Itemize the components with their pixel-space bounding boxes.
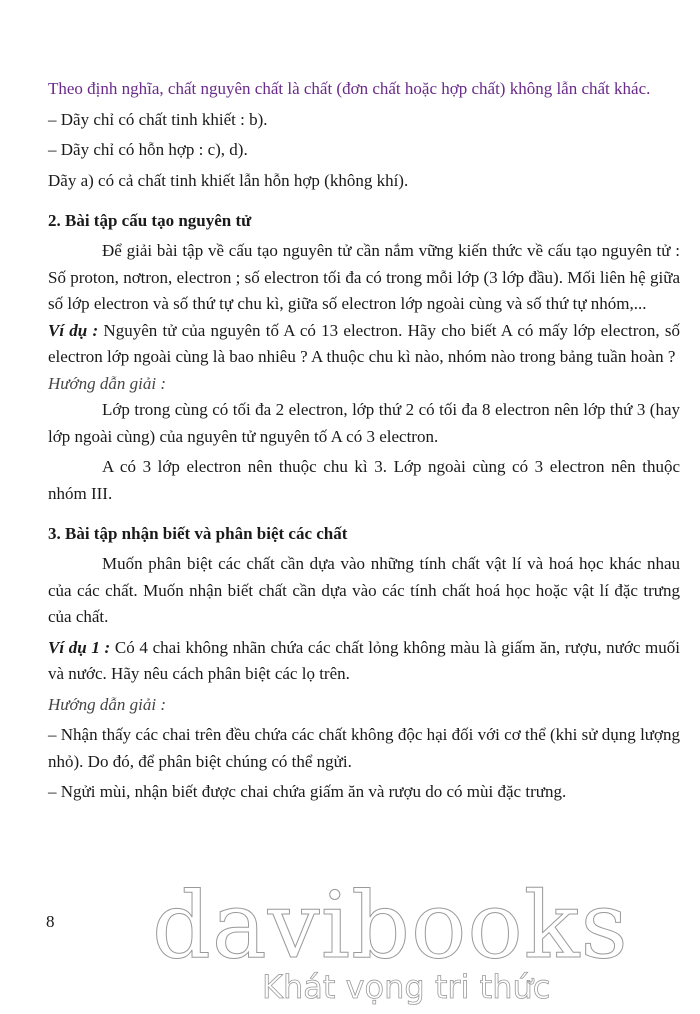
example-text: Có 4 chai không nhãn chứa các chất lỏng không màu là giấm ăn, rượu, nước muối và nước. Hãy nêu cách phân biệt các lọ trên. (48, 637, 680, 683)
section-3-heading: 3. Bài tập nhận biết và phân biệt các chất (48, 524, 348, 543)
section-2-paragraph: Để giải bài tập về cấu tạo nguyên tử cần nắm vững kiến thức về cấu tạo nguyên tử : Số proton, nơtron, electron ; số electron tối đa có trong mỗi lớp (3 lớp đầu). Mối liên hệ giữa số lớp electron và số thứ tự chu kì, giữa số electron lớp ngoài cùng và số thứ tự nhóm,... (48, 241, 680, 313)
section-2-answer-2: A có 3 lớp electron nên thuộc chu kì 3. Lớp ngoài cùng có 3 electron nên thuộc nhóm III. (48, 457, 680, 503)
page-number: 8 (46, 912, 55, 931)
section-3-guide-label: Hướng dẫn giải : (48, 694, 166, 714)
watermark-brand: davibooks (152, 872, 629, 979)
section-3-answer-1: – Nhận thấy các chai trên đều chứa các chất không độc hại đối với cơ thể (khi sử dụng lượng nhỏ). Do đó, để phân biệt chúng có thể ngửi. (48, 725, 680, 771)
section-2-example (48, 318, 680, 371)
example-label: Ví dụ : (48, 320, 99, 340)
intro-item-mixture: – Dãy chỉ có hỗn hợp : c), d). (48, 140, 248, 159)
section-2-guide-label: Hướng dẫn giải : (48, 373, 166, 393)
watermark-slogan: Khát vọng tri thức (262, 968, 551, 1006)
intro-definition: Theo định nghĩa, chất nguyên chất là chất (đơn chất hoặc hợp chất) không lẫn chất khác. (48, 79, 651, 98)
intro-item-pure: – Dãy chỉ có chất tinh khiết : b). (48, 109, 268, 129)
page-content (48, 76, 680, 806)
section-3-answer-2: – Ngửi mùi, nhận biết được chai chứa giấm ăn và rượu do có mùi đặc trưng. (48, 782, 567, 801)
section-3-example (48, 635, 680, 688)
section-2-heading: 2. Bài tập cấu tạo nguyên tử (48, 211, 252, 230)
intro-item-both: Dãy a) có cả chất tinh khiết lẫn hỗn hợp (không khí). (48, 170, 409, 190)
section-3-paragraph: Muốn phân biệt các chất cần dựa vào những tính chất vật lí và hoá học khác nhau của các chất. Muốn nhận biết chất cần dựa vào các tính chất hoá học hoặc vật lí đặc trưng của chất. (48, 554, 680, 626)
example-text: Nguyên tử của nguyên tố A có 13 electron. Hãy cho biết A có mấy lớp electron, số electron lớp ngoài cùng là bao nhiêu ? A thuộc chu kì nào, nhóm nào trong bảng tuần hoàn ? (48, 320, 680, 366)
example-label: Ví dụ 1 : (48, 637, 111, 657)
section-2-answer-1: Lớp trong cùng có tối đa 2 electron, lớp thứ 2 có tối đa 8 electron nên lớp thứ 3 (hay lớp ngoài cùng) của nguyên tử nguyên tố A có 3 electron. (48, 400, 680, 446)
